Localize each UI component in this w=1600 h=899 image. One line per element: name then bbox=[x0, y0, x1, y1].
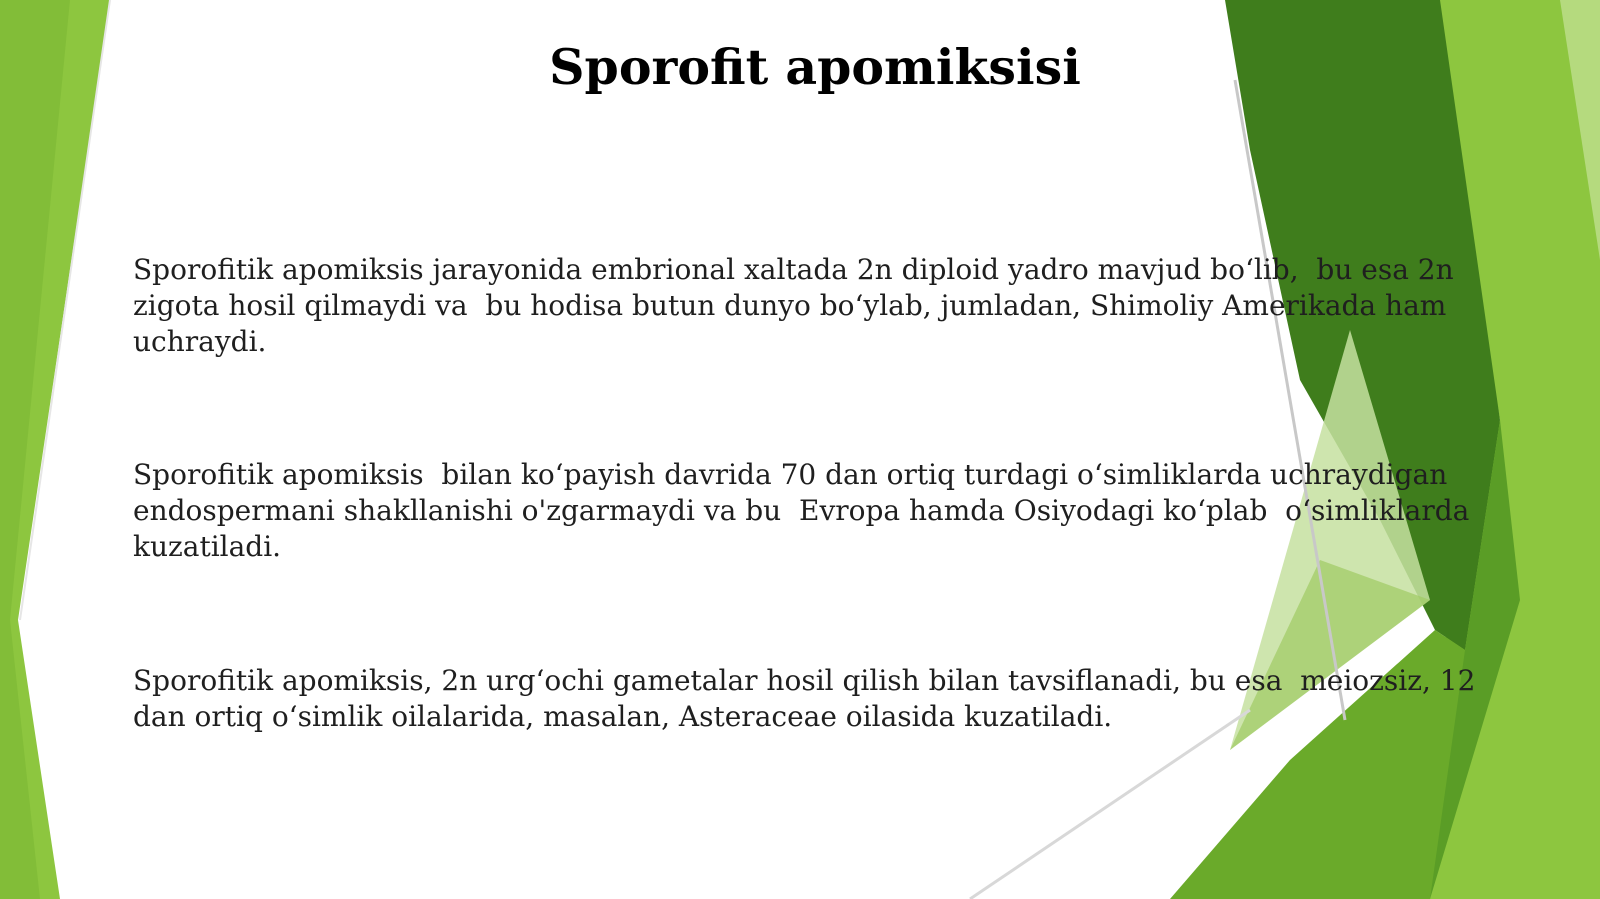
paragraph-2: Sporofitik apomiksis bilan ko‘payish davrida 70 dan ortiq turdagi o‘simliklarda uchraydigan endospermani shakllanishi o'zgarmaydi va bu Evropa hamda Osiyodagi ko‘plab o‘simliklarda kuzatiladi. bbox=[133, 458, 1479, 563]
slide-title: Sporofit apomiksisi bbox=[549, 38, 1081, 96]
paragraph-3: Sporofitik apomiksis, 2n urg‘ochi gametalar hosil qilish bilan tavsiflanadi, bu esa meiozsiz, 12 dan ortiq o‘simlik oilalarida, masalan, Asteraceae oilasida kuzatiladi. bbox=[133, 664, 1485, 733]
paragraph-1: Sporofitik apomiksis jarayonida embrional xaltada 2n diploid yadro mavjud bo‘lib, bu esa 2n zigota hosil qilmaydi va bu hodisa butun dunyo bo‘ylab, jumladan, Shimoliy Amerikada ham uchraydi. bbox=[133, 253, 1463, 358]
